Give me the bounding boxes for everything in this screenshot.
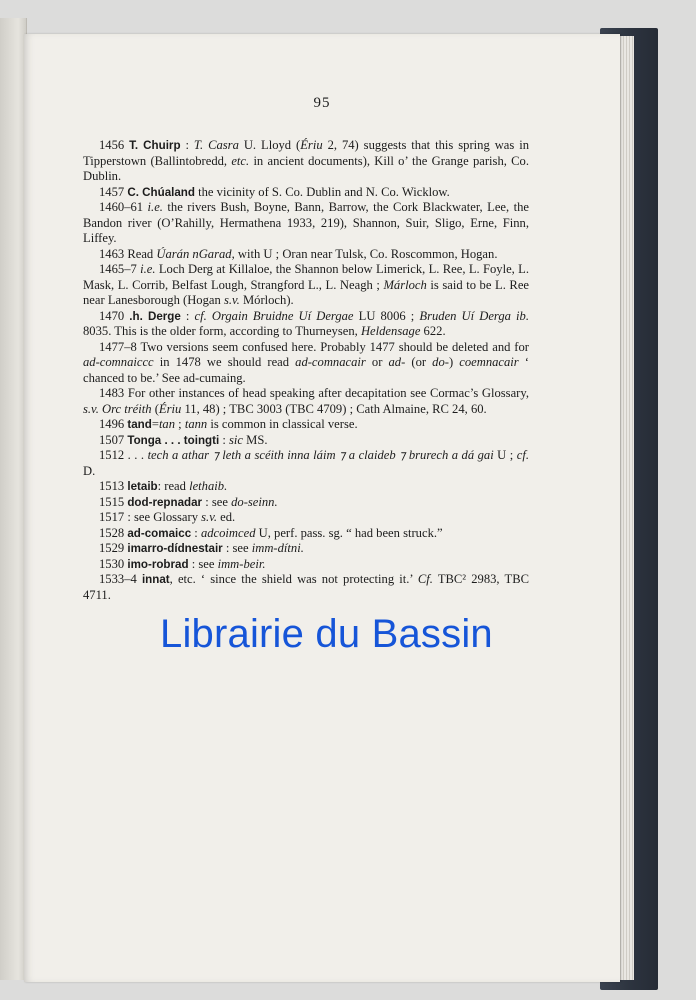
note-text: s.v. [201, 510, 218, 524]
note-entry [83, 479, 529, 495]
note-text: Heldensage [360, 324, 421, 338]
note-entry [83, 138, 529, 185]
note-text: Read [127, 246, 157, 261]
note-text: Mórloch). [239, 293, 294, 307]
note-text: : [191, 525, 201, 540]
note-headword: innat [141, 573, 170, 586]
note-text: = [151, 417, 159, 431]
note-text: imm-dítni. [251, 541, 304, 555]
note-text: i.e. [147, 200, 163, 214]
note-text: cf. [516, 448, 529, 462]
note-text: U. Lloyd ( [238, 138, 301, 152]
note-text: 622. [420, 324, 446, 338]
note-text: For other instances of head speaking after decapitation see Cormac’s Glossary, [127, 386, 529, 400]
note-entry [83, 200, 529, 247]
note-text: with U ; Oran near Tulsk, Co. Roscommon, Hogan. [234, 246, 498, 261]
note-text: imm-beir. [217, 556, 266, 571]
note-text: : see [202, 494, 232, 509]
note-text: : [219, 432, 230, 447]
note-text: cf. Orgain Bruidne Uí Dergae [194, 308, 354, 323]
note-text: ad- [388, 355, 406, 369]
note-headword: T. Chuirp [129, 139, 181, 152]
note-text: Loch Derg at Killaloe, the Shannon below Limerick, L. Ree, L. Foyle, L. Mask, L. Corrib, Belfast Lough, Strangford L., L. Neagh ; [83, 262, 529, 292]
note-text: : [180, 138, 194, 152]
watermark-text: Librairie du Bassin [160, 612, 493, 656]
note-text: lethaib. [189, 479, 228, 493]
note-text: ( [151, 401, 159, 416]
note-line-number: 1515 [99, 494, 128, 509]
note-entry [83, 185, 529, 201]
note-entry [83, 526, 529, 542]
note-headword: .h. Derge [129, 309, 181, 323]
note-headword: C. Chúaland [127, 185, 195, 199]
note-text: : [180, 308, 195, 323]
note-text: ; [175, 417, 185, 431]
note-text: TBC² 2983, TBC 4711. [83, 572, 529, 602]
note-text: is said to be L. Ree near Lanesborough (Hogan [83, 277, 530, 307]
note-line-number: 1457 [99, 184, 128, 199]
note-text: s.v. Orc tréith [83, 401, 152, 416]
note-text: LU 8006 ; [353, 308, 420, 323]
note-entry [83, 541, 529, 557]
note-text: ad-comnaiccc [83, 355, 154, 369]
note-text: the rivers Bush, Boyne, Bann, Barrow, the Cork Blackwater, Lee, the Bandon river (O’Rahilly, Hermathena 1933, 219), Shannon, Suir, Sligo, Erne, Finn, Liffey. [83, 200, 529, 245]
note-line-number: 1470 [99, 308, 130, 323]
note-text: 2, 74) suggests that this spring was in Tipperstown (Ballintobredd, [83, 138, 530, 168]
note-headword: Tonga . . . toingti [127, 433, 220, 447]
note-text: (or [405, 355, 433, 369]
note-line-number: 1507 [99, 432, 128, 447]
note-headword: imarro-dídnestair [127, 542, 223, 555]
note-text: sic [229, 432, 244, 447]
note-headword: tand [127, 418, 152, 431]
note-text: Úarán nGarad, [156, 246, 235, 261]
note-entry [83, 262, 529, 309]
note-text: etc. [231, 153, 250, 168]
note-text: Márloch [383, 277, 427, 292]
note-text: U, perf. pass. sg. “ had been struck.” [255, 525, 443, 540]
note-entry [83, 247, 529, 263]
note-line-number: 1533–4 [99, 572, 142, 586]
note-text: : see [188, 556, 218, 571]
note-text: in 1478 we should read [153, 355, 296, 369]
note-line-number: 1513 [99, 479, 128, 493]
note-text: 8035. This is the older form, according to Thurneysen, [83, 324, 361, 338]
note-line-number: 1463 [99, 246, 128, 261]
note-text: or [365, 355, 389, 369]
note-text: Two versions seem confused here. Probably 1477 should be deleted and for [140, 339, 529, 354]
note-text: Cf. [417, 572, 433, 586]
note-text: D. [83, 463, 96, 478]
left-page-edge [0, 18, 27, 980]
note-headword: dod-repnadar [127, 495, 203, 509]
note-entry [83, 433, 529, 449]
note-line-number: 1528 [99, 525, 128, 540]
note-entry [83, 495, 529, 511]
note-text: , etc. ‘ since the shield was not protecting it.’ [169, 572, 418, 586]
note-text: : read [157, 479, 190, 493]
note-text: coemnacair [459, 355, 519, 369]
note-headword: imo-robrad [127, 557, 189, 571]
note-text: U ; [493, 448, 517, 462]
page-number: 95 [313, 95, 331, 111]
note-entry [83, 417, 529, 433]
note-headword: ad-comaicc [127, 526, 192, 540]
note-text: is common in classical verse. [207, 417, 358, 431]
note-text: do-seinn. [231, 494, 278, 509]
note-text: adcoimced [200, 525, 256, 540]
note-text: ed. [217, 510, 236, 524]
note-text: ) [448, 355, 460, 369]
note-text: i.e. [140, 262, 156, 276]
note-text: tan [158, 417, 176, 431]
note-line-number: 1465–7 [99, 262, 141, 276]
note-line-number: 1460–61 [99, 200, 148, 214]
note-text: 11, 48) ; TBC 3003 (TBC 4709) ; Cath Almaine, RC 24, 60. [181, 401, 487, 416]
note-text: tann [184, 417, 208, 431]
note-text: Ériu [300, 138, 323, 152]
note-text: ad-comnacair [295, 355, 366, 369]
note-text: : see [222, 541, 252, 555]
note-entry [83, 309, 529, 340]
note-entry [83, 510, 529, 526]
note-line-number: 1456 [99, 138, 130, 152]
note-line-number: 1483 [99, 386, 128, 400]
note-text: Bruden Uí Derga ib. [419, 308, 529, 323]
notes-text [83, 138, 529, 603]
note-text: in ancient documents), Kill o’ the Grange parish, Co. Dublin. [83, 153, 529, 183]
note-text: MS. [243, 432, 268, 447]
note-line-number: 1517 [99, 510, 128, 524]
note-line-number: 1530 [99, 556, 128, 571]
note-text: do- [432, 355, 449, 369]
note-entry [83, 572, 529, 603]
note-entry [83, 448, 529, 479]
note-text: the vicinity of S. Co. Dublin and N. Co. Wicklow. [194, 184, 450, 199]
note-text: : see Glossary [127, 510, 202, 524]
note-line-number: 1477–8 [99, 339, 141, 354]
note-text: tech a athar ⁊ leth a scéith inna láim ⁊ a claideb ⁊ brurech a dá gai [147, 448, 494, 462]
note-line-number: 1496 [99, 417, 128, 431]
note-entry [83, 386, 529, 417]
note-headword: letaib [127, 480, 158, 493]
note-line-number: 1512 . . . [99, 448, 148, 462]
note-text: ‘ chanced to be.’ See ad-cumaing. [83, 355, 529, 385]
note-line-number: 1529 [99, 541, 128, 555]
note-text: Ériu [158, 401, 182, 416]
note-entry [83, 340, 529, 387]
book-page [24, 34, 620, 982]
note-text: s.v. [223, 293, 240, 307]
note-text: T. Casra [193, 138, 239, 152]
note-entry [83, 557, 529, 573]
